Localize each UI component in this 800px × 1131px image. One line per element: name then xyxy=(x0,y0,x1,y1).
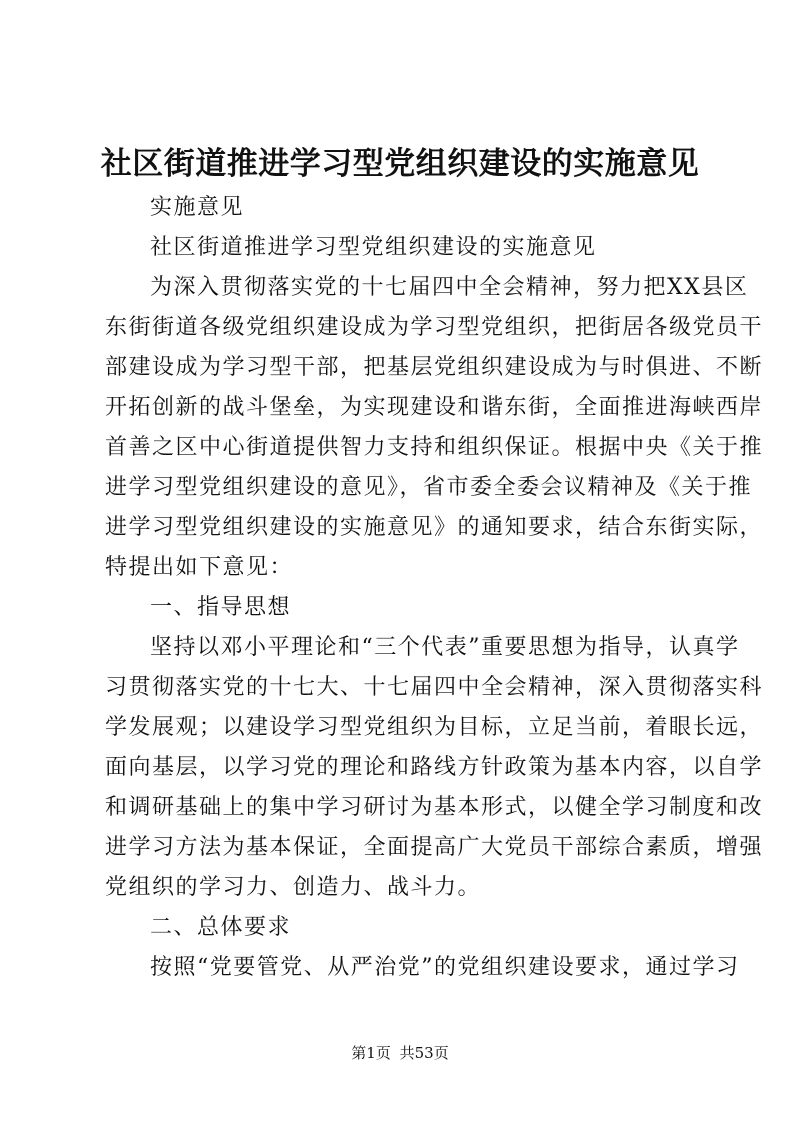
document-title: 社区街道推进学习型党组织建设的实施意见 xyxy=(100,146,700,182)
body-line: 坚持以邓小平理论和“三个代表”重要思想为指导，认真学 xyxy=(150,635,740,660)
section-heading: 一、指导思想 xyxy=(150,595,292,620)
page-total: 共53页 xyxy=(399,1044,449,1062)
body-line: 面向基层，以学习党的理论和路线方针政策为基本内容，以自学 xyxy=(105,755,764,780)
body-line: 首善之区中心街道提供智力支持和组织保证。根据中央《关于推 xyxy=(105,435,764,460)
body-line: 为深入贯彻落实党的十七届四中全会精神，努力把XX县区 xyxy=(150,275,749,300)
body-line: 进学习方法为基本保证，全面提高广大党员干部综合素质，增强 xyxy=(105,835,764,860)
body-line: 习贯彻落实党的十七大、十七届四中全会精神，深入贯彻落实科 xyxy=(105,675,764,700)
body-line: 实施意见 xyxy=(150,195,245,220)
body-line: 和调研基础上的集中学习研讨为基本形式，以健全学习制度和改 xyxy=(105,795,764,820)
section-heading: 二、总体要求 xyxy=(150,915,292,940)
body-line: 部建设成为学习型干部，把基层党组织建设成为与时俱进、不断 xyxy=(105,355,764,380)
page-number: 第1页 xyxy=(351,1044,391,1062)
body-line: 进学习型党组织建设的实施意见》的通知要求，结合东街实际， xyxy=(105,515,764,540)
body-line: 党组织的学习力、创造力、战斗力。 xyxy=(105,875,482,900)
body-line: 特提出如下意见： xyxy=(105,555,294,580)
body-line: 按照“党要管党、从严治党”的党组织建设要求，通过学习 xyxy=(150,955,740,980)
body-line: 东街街道各级党组织建设成为学习型党组织，把街居各级党员干 xyxy=(105,315,764,340)
page-footer xyxy=(0,1043,800,1063)
body-line: 开拓创新的战斗堡垒，为实现建设和谐东街，全面推进海峡西岸 xyxy=(105,395,764,420)
body-line: 进学习型党组织建设的意见》，省市委全委会议精神及《关于推 xyxy=(105,475,753,500)
body-line: 社区街道推进学习型党组织建设的实施意见 xyxy=(150,235,597,260)
body-line: 学发展观；以建设学习型党组织为目标，立足当前，着眼长远， xyxy=(105,715,764,740)
